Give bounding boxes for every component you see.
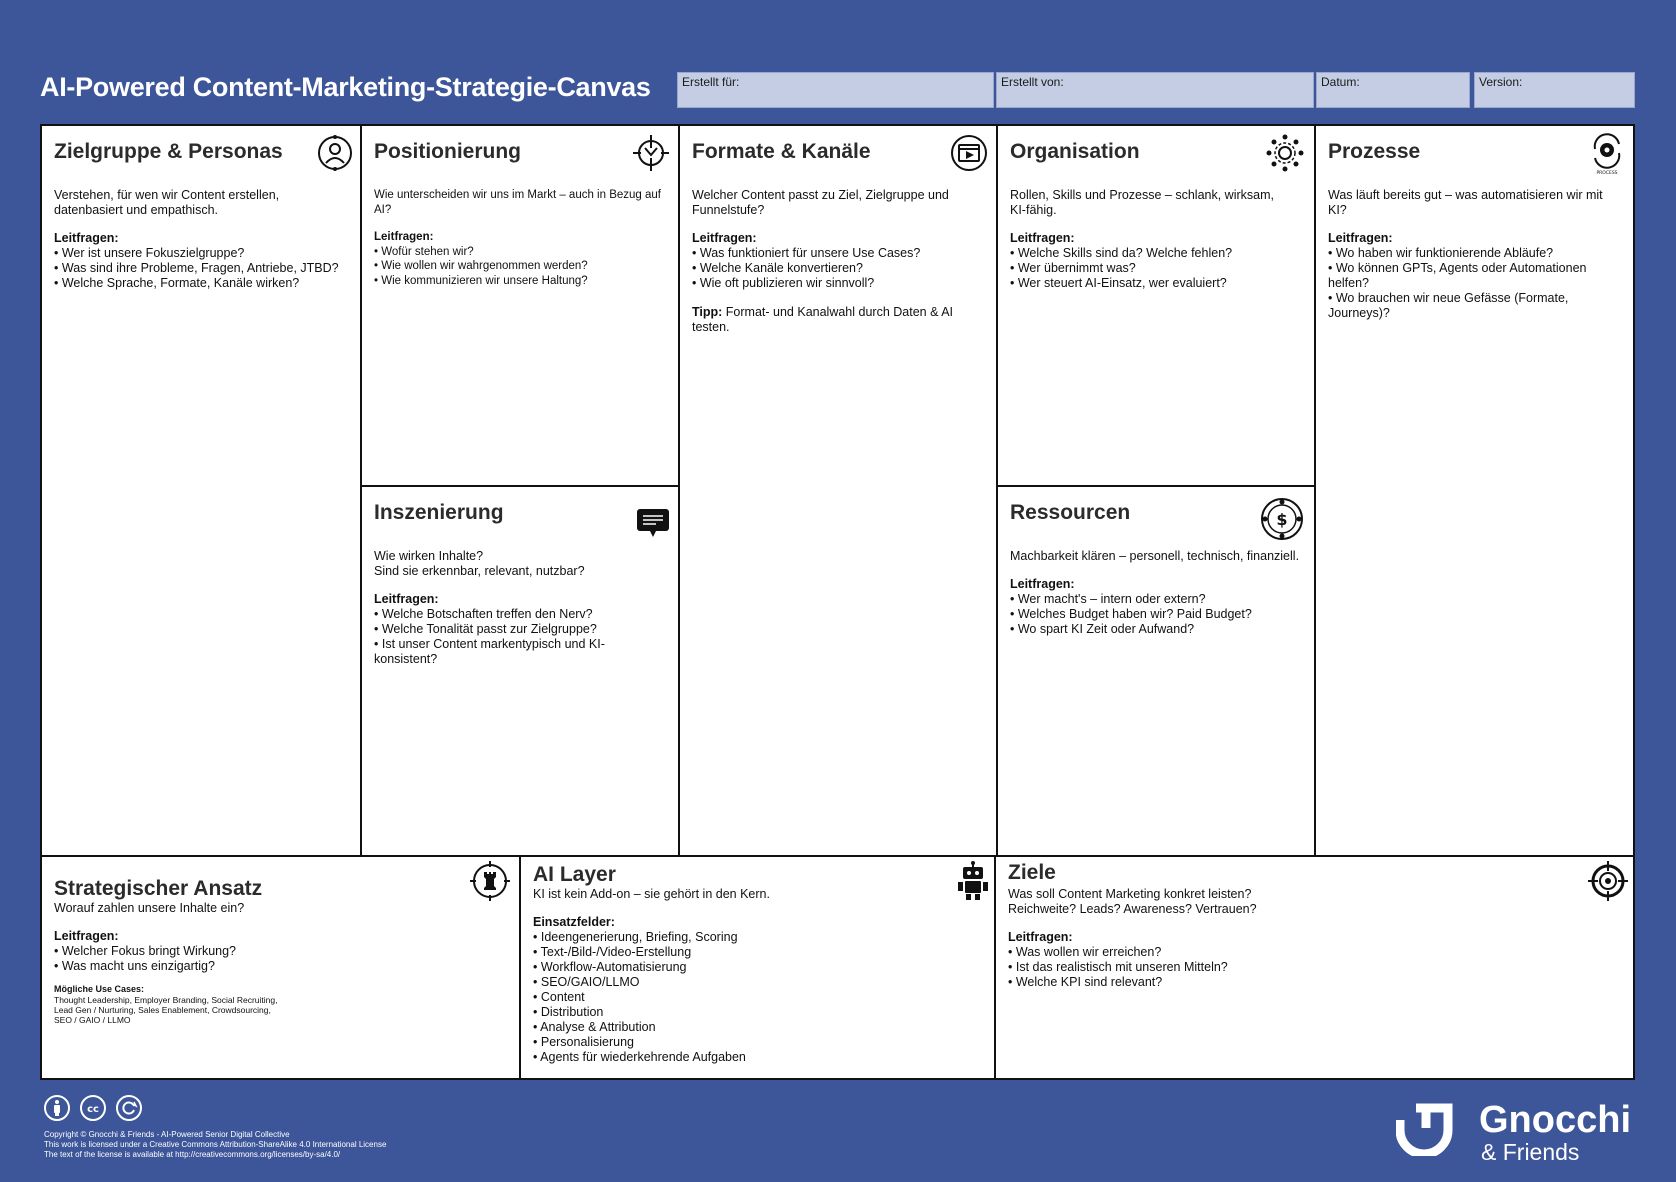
list-item: • Wo haben wir funktionierende Abläufe? (1328, 246, 1621, 261)
block-ressourcen[interactable] (996, 485, 1316, 857)
list-item: • Was wollen wir erreichen? (1008, 945, 1621, 960)
list-item: • Welcher Fokus bringt Wirkung? (54, 944, 509, 959)
page-title: AI-Powered Content-Marketing-Strategie-Canvas (40, 72, 651, 102)
list-item: • Wie wollen wir wahrgenommen werden? (374, 259, 668, 274)
block-positionierung[interactable] (360, 126, 680, 487)
block-intro: Verstehen, für wen wir Content erstellen, datenbasiert und empathisch. (54, 188, 280, 217)
process-gear-icon (1590, 132, 1624, 176)
block-intro: Rollen, Skills und Prozesse – schlank, wirksam, KI-fähig. (1010, 188, 1274, 217)
block-formate[interactable] (678, 126, 998, 857)
list-item: • Was funktioniert für unsere Use Cases? (692, 246, 986, 261)
license-icons (43, 1094, 143, 1122)
list-item: • Wie oft publizieren wir sinnvoll? (692, 276, 986, 291)
block-list (54, 246, 350, 291)
logo-sub: & Friends (1481, 1139, 1580, 1165)
block-intro: Wie wirken Inhalte? Sind sie erkennbar, relevant, nutzbar? (374, 549, 585, 578)
date-field[interactable] (1316, 72, 1470, 108)
cc-icon (79, 1094, 107, 1122)
chat-bubble-icon (634, 505, 672, 543)
list-item: • Was sind ihre Probleme, Fragen, Antriebe, JTBD? (54, 261, 350, 276)
block-tip: Tipp: Format- und Kanalwahl durch Daten & AI testen. (692, 305, 954, 334)
list-item: • SEO/GAIO/LLMO (533, 975, 984, 990)
cc-by-icon (43, 1094, 71, 1122)
created-for-label: Erstellt für: (682, 75, 740, 89)
block-title: Prozesse (1328, 140, 1421, 163)
block-intro: Wie unterscheiden wir uns im Markt – auch in Bezug auf AI? (374, 189, 661, 216)
list-item: • Wofür stehen wir? (374, 245, 668, 260)
block-title: Inszenierung (374, 501, 504, 524)
gnocchi-logo-icon (1396, 1100, 1456, 1156)
block-list (1008, 945, 1621, 990)
list-item: • Distribution (533, 1005, 984, 1020)
list-item: • Ist das realistisch mit unseren Mitteln? (1008, 960, 1621, 975)
block-inszenierung[interactable] (360, 485, 680, 857)
list-item: • Personalisierung (533, 1035, 984, 1050)
video-play-icon (950, 134, 988, 172)
block-label: Einsatzfelder: (533, 915, 615, 929)
block-label: Leitfragen: (1010, 577, 1075, 591)
list-item: • Welche Skills sind da? Welche fehlen? (1010, 246, 1304, 261)
list-item: • Analyse & Attribution (533, 1020, 984, 1035)
list-item: • Welche Sprache, Formate, Kanäle wirken? (54, 276, 350, 291)
list-item: • Workflow-Automatisierung (533, 960, 984, 975)
list-item: • Ist unser Content markentypisch und KI-konsistent? (374, 637, 668, 667)
block-label: Leitfragen: (374, 231, 434, 243)
block-zielgruppe[interactable] (42, 126, 362, 857)
list-item: • Wo spart KI Zeit oder Aufwand? (1010, 622, 1304, 637)
block-list (1328, 246, 1621, 321)
block-label: Leitfragen: (374, 592, 439, 606)
block-list (1010, 246, 1304, 291)
block-label: Leitfragen: (692, 231, 757, 245)
list-item: • Text-/Bild-/Video-Erstellung (533, 945, 984, 960)
block-list (692, 246, 986, 291)
svg-text:PROCESS: PROCESS (1596, 171, 1618, 176)
created-for-field[interactable] (677, 72, 994, 108)
person-circle-icon (316, 134, 354, 172)
list-item: • Welche Kanäle konvertieren? (692, 261, 986, 276)
block-intro: Welcher Content passt zu Ziel, Zielgruppe und Funnelstufe? (692, 188, 949, 217)
list-item: • Was macht uns einzigartig? (54, 959, 509, 974)
list-item: • Wo können GPTs, Agents oder Automationen helfen? (1328, 261, 1621, 291)
use-cases-label: Mögliche Use Cases: (54, 984, 145, 994)
block-title: Ressourcen (1010, 501, 1131, 524)
block-list (374, 245, 668, 289)
list-item: • Wer ist unsere Fokuszielgruppe? (54, 246, 350, 261)
target-icon (1588, 861, 1628, 901)
block-intro: Machbarkeit klären – personell, technisch, finanziell. (1010, 549, 1300, 563)
list-item: • Wer macht's – intern oder extern? (1010, 592, 1304, 607)
download-target-icon (632, 134, 670, 172)
block-list (533, 930, 984, 1065)
block-ai-layer[interactable] (519, 855, 996, 1078)
chess-rook-icon (470, 861, 510, 901)
list-item: • Welche KPI sind relevant? (1008, 975, 1621, 990)
list-item: • Wo brauchen wir neue Gefässe (Formate, Journeys)? (1328, 291, 1621, 321)
block-prozesse[interactable] (1314, 126, 1633, 857)
block-title: Positionierung (374, 140, 521, 163)
block-strategischer-ansatz[interactable] (42, 855, 521, 1078)
block-intro: KI ist kein Add-on – sie gehört in den Kern. (533, 887, 770, 901)
block-title: AI Layer (533, 863, 616, 886)
money-circle-icon (1260, 497, 1304, 541)
date-label: Datum: (1321, 75, 1360, 89)
block-label: Leitfragen: (54, 231, 119, 245)
block-title: Strategischer Ansatz (54, 877, 263, 900)
block-intro: Was läuft bereits gut – was automatisieren wir mit KI? (1328, 188, 1603, 217)
block-intro: Was soll Content Marketing konkret leisten? Reichweite? Leads? Awareness? Vertrauen? (1008, 887, 1257, 916)
robot-icon (955, 861, 991, 901)
list-item: • Wer übernimmt was? (1010, 261, 1304, 276)
block-label: Leitfragen: (54, 929, 119, 943)
license-text (44, 1130, 386, 1160)
gear-network-icon (1266, 134, 1304, 172)
created-by-field[interactable] (996, 72, 1314, 108)
list-item: • Content (533, 990, 984, 1005)
list-item: • Welche Tonalität passt zur Zielgruppe? (374, 622, 668, 637)
list-item: • Wer steuert AI-Einsatz, wer evaluiert? (1010, 276, 1304, 291)
list-item: • Agents für wiederkehrende Aufgaben (533, 1050, 984, 1065)
block-label: Leitfragen: (1328, 231, 1393, 245)
cc-sa-icon (115, 1094, 143, 1122)
block-ziele[interactable] (994, 855, 1633, 1078)
block-title: Formate & Kanäle (692, 140, 871, 163)
block-list (374, 607, 668, 667)
license-line: This work is licensed under a Creative Commons Attribution-ShareAlike 4.0 International License (44, 1140, 387, 1149)
license-url-line: The text of the license is available at http://creativecommons.org/licenses/by-sa/4.0/ (44, 1150, 341, 1159)
list-item: • Welche Botschaften treffen den Nerv? (374, 607, 668, 622)
list-item: • Wie kommunizieren wir unsere Haltung? (374, 274, 668, 289)
block-title: Organisation (1010, 140, 1140, 163)
list-item: • Welches Budget haben wir? Paid Budget? (1010, 607, 1304, 622)
block-title: Ziele (1008, 861, 1056, 884)
use-cases-text: Thought Leadership, Employer Branding, Social Recruiting, Lead Gen / Nurturing, Sales Enablement, Crowdsourcing, SEO / GAIO / LLMO (54, 995, 278, 1025)
block-organisation[interactable] (996, 126, 1316, 487)
list-item: • Ideengenerierung, Briefing, Scoring (533, 930, 984, 945)
block-title: Zielgruppe & Personas (54, 140, 283, 163)
canvas-board (40, 124, 1635, 1080)
block-label: Leitfragen: (1010, 231, 1075, 245)
svg-text:$: $ (1276, 510, 1288, 529)
copyright-line: Copyright © Gnocchi & Friends - AI-Powered Senior Digital Collective (44, 1130, 290, 1139)
block-intro: Worauf zahlen unsere Inhalte ein? (54, 901, 245, 915)
created-by-label: Erstellt von: (1001, 75, 1064, 89)
svg-text:cc: cc (87, 1104, 99, 1115)
logo-name: Gnocchi (1479, 1099, 1632, 1141)
block-list (54, 944, 509, 974)
block-label: Leitfragen: (1008, 930, 1073, 944)
version-label: Version: (1479, 75, 1523, 89)
version-field[interactable] (1474, 72, 1635, 108)
block-list (1010, 592, 1304, 637)
